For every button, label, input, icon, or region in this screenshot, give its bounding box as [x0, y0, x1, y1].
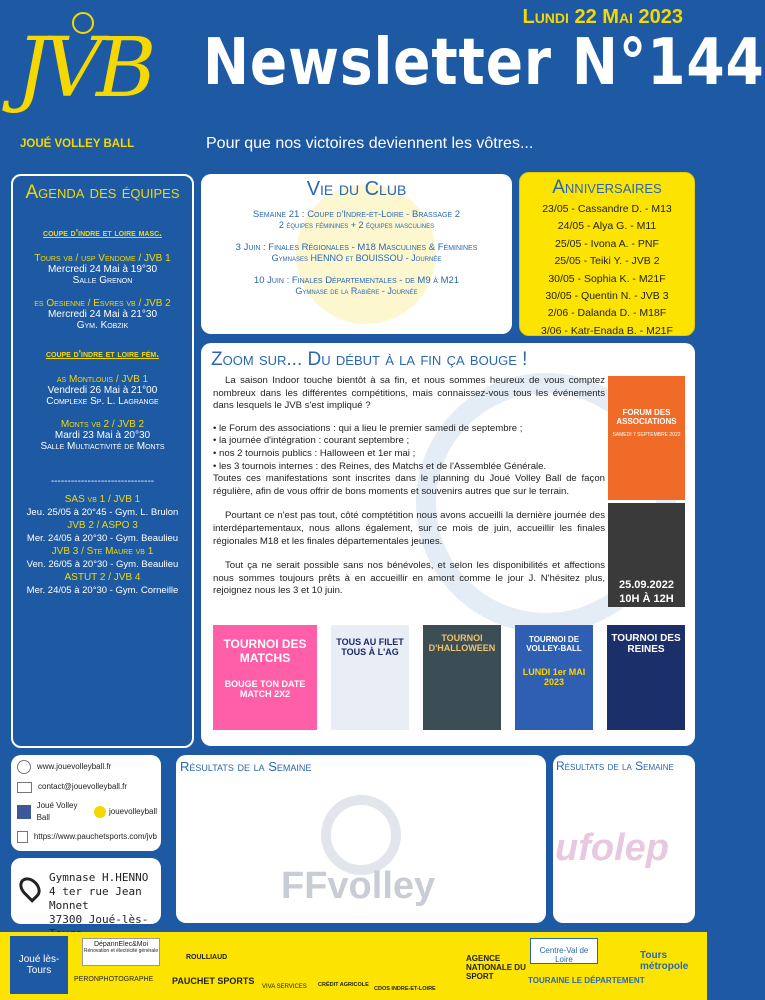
sponsors-bar: [0, 932, 707, 1000]
match-teams: as Montlouis / JVB 1: [56, 374, 149, 385]
match-date: Mercredi 24 Mai à 19°30: [47, 264, 158, 275]
shop-icon: [17, 831, 28, 843]
zoom-paragraph: Tout ça ne serait possible sans nos bénévoles, et selon les disponibilités et affections nous sommes toujours prêts à en accueillir en amont comme le jour J. N'hésitez plus, rejoignez nous les 3 et 10 juin.: [213, 560, 605, 597]
email-icon: [17, 782, 32, 793]
match-venue: Complexe Sp. L. Lagrange: [46, 396, 159, 407]
website-link[interactable]: www.jouevolleyball.fr: [37, 762, 112, 771]
sponsor-region: Centre-Val de Loire: [530, 938, 598, 964]
forum-poster: FORUM DES ASSOCIATIONS SAMEDI 7 SEPTEMBRE 2022: [608, 376, 685, 500]
zoom-bullet: • nos 2 tournois publics : Halloween et 1er mai ;: [213, 447, 416, 459]
sponsor-ans: AGENCE NATIONALE DU SPORT: [466, 954, 526, 981]
sponsor-credit-agricole: CRÉDIT AGRICOLE: [318, 982, 369, 988]
sponsor-cdos: CDOS INDRE-ET-LOIRE: [374, 986, 436, 992]
zoom-intro: La saison Indoor touche bientôt à sa fin, et nous sommes heureux de vous comptez nombreux dans les différentes compétitions, mais connaissez-vous tous les événements dans lesquels le JVB s'est impliqué ?: [213, 375, 605, 412]
ffvolley-ball-icon: [321, 795, 401, 875]
newsletter-date: Lundi 22 Mai 2023: [522, 6, 683, 28]
address-panel: [11, 858, 161, 924]
match-teams: JVB 3 / Ste Maure vb 1: [51, 546, 154, 557]
match-teams: SAS vb 1 / JVB 1: [64, 494, 141, 505]
poster-ag: TOUS AU FILET TOUS À L'AG: [331, 625, 409, 730]
match-teams: ASTUT 2 / JVB 4: [64, 572, 141, 583]
match-line: Ven. 26/05 à 20°30 - Gym. Beaulieu: [26, 559, 179, 570]
sponsor-viva: VIVA SERVICES: [262, 984, 307, 990]
instagram-link[interactable]: jouevolleyball: [108, 807, 158, 816]
agenda-heading-masc: coupe d'indre et loire masc.: [43, 228, 162, 239]
zoom-bullet: • la journée d'intégration : courant septembre ;: [213, 435, 410, 447]
match-date: Vendredi 26 Mai à 21°00: [47, 385, 158, 396]
poster-tournoi-volley: TOURNOI DE VOLLEY-BALL LUNDI 1er MAI 2023: [515, 625, 593, 730]
zoom-paragraph: Pourtant ce n'est pas tout, côté comptétition nous avons accueilli la dernière journée des interdépartementaux, nous allons également, sur ce mois de juin, accueillir les finales régionales M18 et les finales départementales jeunes.: [213, 510, 605, 547]
match-venue: Gym. Kobzik: [76, 320, 129, 331]
globe-icon: [17, 760, 31, 774]
zoom-panel: [201, 343, 695, 746]
vie-club-panel: [201, 174, 512, 334]
sponsor-depannelec: DépannElec&Moi Rénovation et électricité générale: [82, 938, 160, 966]
address-line: 4 ter rue Jean Monnet: [49, 885, 142, 912]
resultats-ff-panel: [176, 755, 546, 923]
match-venue: Salle Grenon: [72, 275, 133, 286]
divider: -------------------------------: [50, 476, 155, 487]
club-item-title: 3 Juin : Finales Régionales - M18 Masculines & Féminines: [235, 242, 478, 253]
vie-club-title: Vie du Club: [306, 178, 407, 200]
facebook-icon: [17, 805, 31, 819]
address-line: 37300 Joué-lès-: [49, 913, 149, 926]
match-teams: es Oesienne / Esvres vb / JVB 2: [34, 298, 171, 309]
match-line: Mer. 24/05 à 20°30 - Gym. Beaulieu: [26, 533, 179, 544]
match-teams: Monts vb 2 / JVB 2: [60, 419, 145, 430]
zoom-title: Zoom sur... Du début à la fin ça bouge !: [211, 349, 528, 370]
poster-tournoi-reines: TOURNOI DES REINES: [607, 625, 685, 730]
match-date: Mardi 23 Mai à 20°30: [54, 430, 151, 441]
match-venue: Salle Multiactivité de Monts: [40, 441, 165, 452]
match-teams: JVB 2 / ASPO 3: [67, 520, 138, 531]
match-date: Mercredi 24 Mai à 21°30: [47, 309, 158, 320]
shop-link[interactable]: https://www.pauchetsports.com/jvb: [33, 832, 157, 841]
zoom-bullet: • les 3 tournois internes : des Reines, des Matchs et de l'Assemblée Générale.: [213, 460, 547, 472]
ffvolley-logo: FFvolley: [281, 865, 436, 907]
birthday-item: 2/06 - Dalanda D. - M18F: [547, 307, 667, 320]
birthday-item: 30/05 - Quentin N. - JVB 3: [545, 290, 669, 303]
zoom-bullet: • le Forum des associations : qui a lieu le premier samedi de septembre ;: [213, 422, 523, 434]
club-item-title: 10 Juin : Finales Départementales - de M9 à M21: [253, 275, 460, 286]
anniversaires-panel: [519, 172, 695, 336]
sponsor-peron: PERONPHOTOGRAPHE: [74, 976, 154, 983]
sponsor-tours-metropole: Tours métropole: [640, 950, 689, 972]
club-item-title: Semaine 21 : Coupe d'Indre-et-Loire - Brassage 2: [252, 209, 461, 220]
integration-poster: 25.09.2022 10H À 12H: [608, 503, 685, 607]
agenda-title: Agenda des équipes: [25, 182, 180, 203]
club-item-sub: Gymnase de la Rabière - Journée: [295, 286, 418, 296]
facebook-link[interactable]: Joué Volley Ball: [36, 801, 78, 822]
club-item-sub: 2 équipes féminines + 2 équipes masculines: [278, 220, 435, 230]
club-item-sub: Gymnases HENNO et BOUISSOU - Journée: [271, 253, 442, 263]
tagline: Pour que nos victoires deviennent les vôtres...: [206, 135, 534, 152]
match-teams: Tours vb / usp Vendome / JVB 1: [34, 253, 171, 264]
resultats-title: Résultats de la Semaine: [556, 759, 674, 773]
agenda-heading-fem: coupe d'indre et loire fém.: [45, 349, 160, 360]
address-line: Gymnase H.HENNO: [49, 871, 149, 884]
resultats-ufolep-panel: [553, 755, 695, 923]
contacts-panel: [11, 755, 161, 851]
birthday-item: 25/05 - Teiki Y. - JVB 2: [554, 255, 660, 268]
birthday-item: 25/05 - Ivona A. - PNF: [555, 237, 659, 250]
match-line: Jeu. 25/05 à 20°45 - Gym. L. Brulon: [26, 507, 179, 518]
map-pin-icon: [15, 873, 45, 903]
logo: [14, 12, 164, 157]
sponsor-roulliaud: ROULLIAUD: [186, 954, 228, 961]
poster-tournoi-matchs: TOURNOI DES MATCHS BOUGE TON DATE MATCH 2X2: [213, 625, 317, 730]
sponsor-joue: Joué lès-Tours: [10, 936, 68, 994]
zoom-paragraph: Toutes ces manifestations sont inscrites dans le planning du Joué Volley Ball de façon régulière, afin de vous offrir de bons moments et souvenirs autres que sur le terrain.: [213, 473, 605, 497]
resultats-title: Résultats de la Semaine: [180, 759, 312, 774]
logo-name: JOUÉ VOLLEY BALL: [20, 138, 135, 150]
agenda-panel: [11, 174, 194, 748]
birthday-item: 24/05 - Alya G. - M11: [557, 220, 657, 233]
match-line: Mer. 24/05 à 20°30 - Gym. Corneille: [26, 585, 179, 596]
ufolep-logo: ufolep: [555, 827, 669, 869]
instagram-icon: [94, 806, 106, 818]
birthday-item: 3/06 - Katr-Enada B. - M21F: [541, 324, 673, 337]
sponsor-touraine: TOURAINE LE DÉPARTEMENT: [528, 976, 645, 985]
anniversaires-title: Anniversaires: [552, 177, 662, 198]
email-link[interactable]: contact@jouevolleyball.fr: [38, 782, 128, 791]
logo-letters: JVB: [16, 21, 151, 116]
birthday-item: 23/05 - Cassandre D. - M13: [542, 203, 672, 215]
poster-halloween: TOURNOI D'HALLOWEEN: [423, 625, 501, 730]
page-title: Newsletter N°144: [203, 26, 765, 100]
sponsor-pauchet: PAUCHET SPORTS: [172, 976, 255, 986]
birthday-item: 30/05 - Sophia K. - M21F: [548, 272, 666, 285]
